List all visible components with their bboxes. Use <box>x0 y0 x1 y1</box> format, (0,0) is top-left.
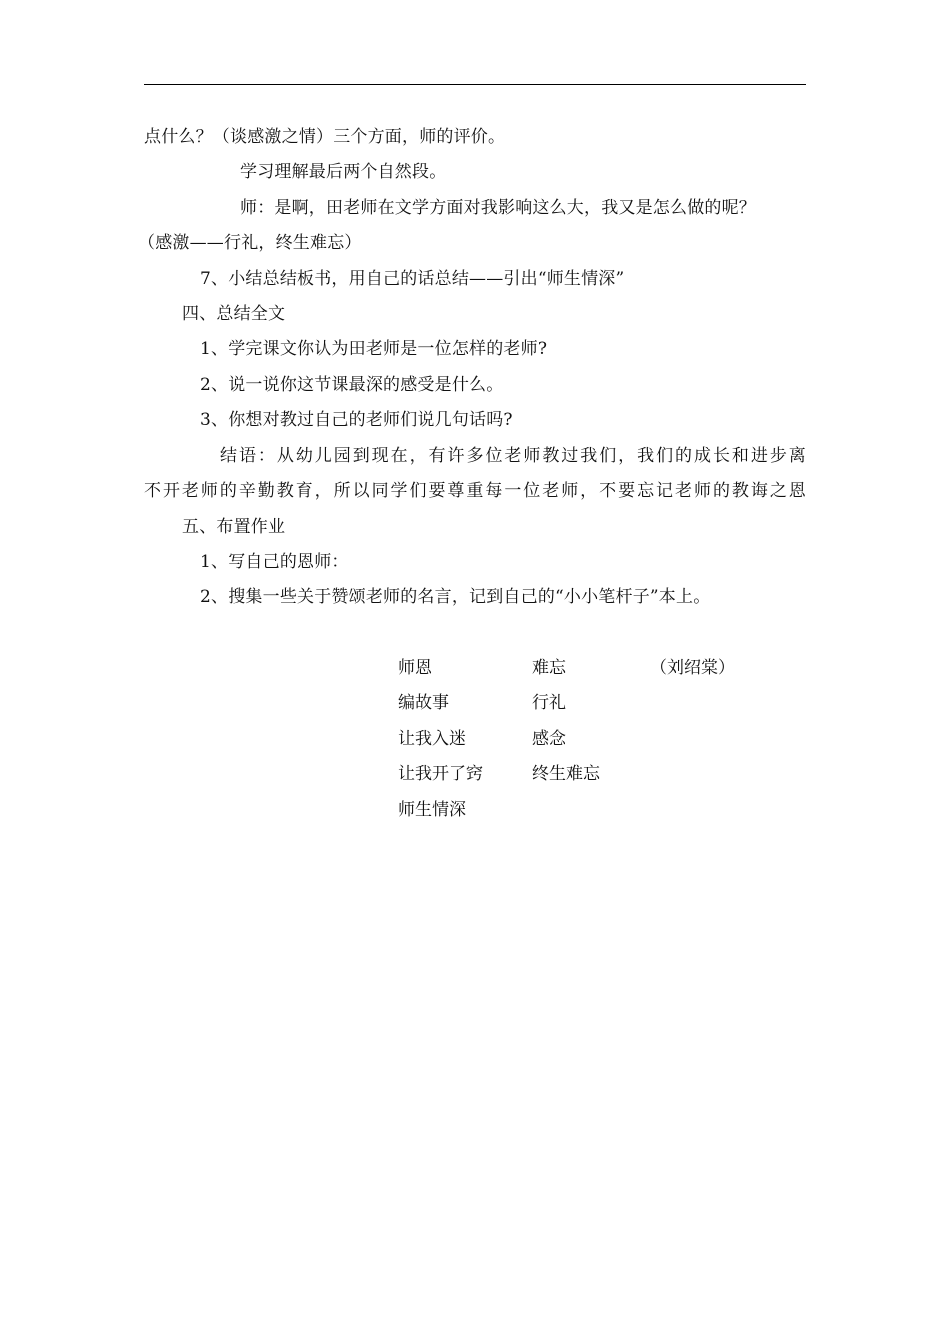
list-item: 1、学完课文你认为田老师是一位怎样的老师? <box>200 339 548 359</box>
board-col1-item: 让我入迷 <box>398 729 466 749</box>
board-col1-item: 编故事 <box>398 693 449 713</box>
text-line: 学习理解最后两个自然段。 <box>240 162 447 182</box>
text-line: 7、小结总结板书，用自己的话总结——引出“师生情深” <box>200 269 625 289</box>
board-col1-item: 师恩 <box>398 658 432 678</box>
text-line: （感激——行礼，终生难忘） <box>138 233 362 253</box>
text-line: 点什么？（谈感激之情）三个方面，师的评价。 <box>144 127 506 147</box>
board-col2-item: 难忘 <box>532 658 566 678</box>
list-item: 2、搜集一些关于赞颂老师的名言，记到自己的“小小笔杆子”本上。 <box>200 587 711 607</box>
list-item: 1、写自己的恩师： <box>200 552 349 572</box>
text-line: 结语：从幼儿园到现在，有许多位老师教过我们，我们的成长和进步离 <box>220 446 806 466</box>
section-heading: 四、总结全文 <box>182 304 286 324</box>
header-rule <box>144 84 806 85</box>
board-col2-item: 终生难忘 <box>532 764 600 784</box>
board-col2-item: 行礼 <box>532 693 566 713</box>
board-col1-item: 让我开了窍 <box>398 764 483 784</box>
board-col1-item: 师生情深 <box>398 800 466 820</box>
board-col2-item: 感念 <box>532 729 566 749</box>
list-item: 2、说一说你这节课最深的感受是什么。 <box>200 375 504 395</box>
section-heading: 五、布置作业 <box>182 517 286 537</box>
author-credit: （刘绍棠） <box>650 658 735 678</box>
text-line: 不开老师的辛勤教育，所以同学们要尊重每一位老师，不要忘记老师的教诲之恩 <box>144 481 806 501</box>
text-line: 师：是啊，田老师在文学方面对我影响这么大，我又是怎么做的呢？ <box>240 198 756 218</box>
list-item: 3、你想对教过自己的老师们说几句话吗? <box>200 410 513 430</box>
